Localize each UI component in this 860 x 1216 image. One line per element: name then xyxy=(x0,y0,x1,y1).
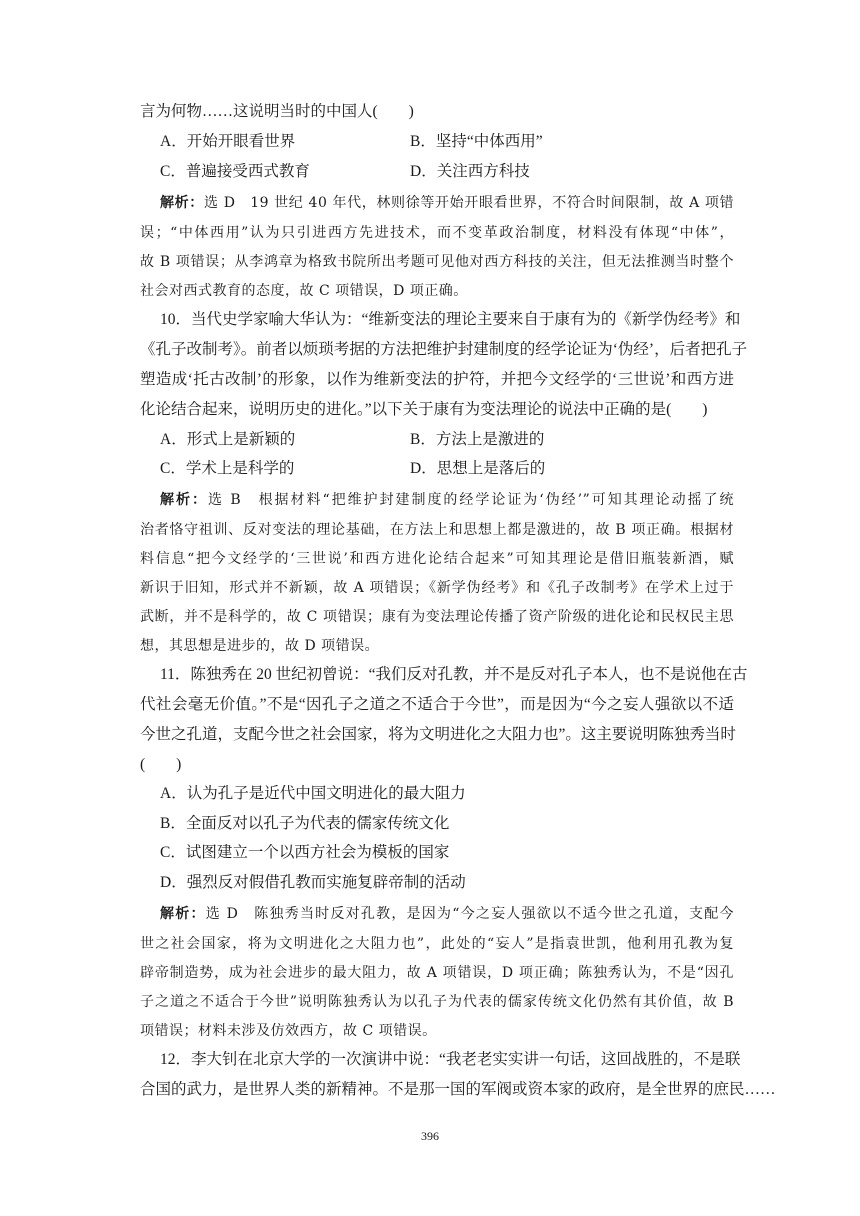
option-b: B．方法上是激进的 xyxy=(410,431,545,448)
analysis-line: 误；“中体西用”认为只引进西方先进技术，而不变革政治制度，材料没有体现“中体”， xyxy=(140,225,734,241)
question-11-line: ( ) xyxy=(140,756,182,773)
analysis-line: 治者恪守祖训、反对变法的理论基础，在方法上和思想上都是激进的，故 B 项正确。根据材 xyxy=(140,522,734,538)
analysis-line: 解析：选 D 陈独秀当时反对孔教，是因为“今之妄人强欲以不适今世之孔道，支配今 xyxy=(160,906,734,922)
analysis-label: 解析： xyxy=(160,492,208,508)
option-d: D．关注西方科技 xyxy=(410,163,530,180)
analysis-line: 新识于旧知，形式并不新颖，故 A 项错误；《新学伪经考》和《孔子改制考》在学术上过于 xyxy=(140,580,734,596)
page-number: 396 xyxy=(421,1129,439,1143)
question-11-line: 11．陈独秀在 20 世纪初曾说：“我们反对孔教，并不是反对孔子本人，也不是说他在古 xyxy=(160,666,748,683)
analysis-line: 世之社会国家，将为文明进化之大阻力也”，此处的“妄人”是指袁世凯，他利用孔教为复 xyxy=(140,936,734,952)
question-10-line: 《孔子改制考》。前者以烦琐考据的方法把维护封建制度的经学论证为‘伪经’，后者把孔子 xyxy=(140,341,748,358)
question-12-line: 12．李大钊在北京大学的一次演讲中说：“我老老实实讲一句话，这回战胜的，不是联 xyxy=(160,1051,741,1068)
option-a: A．开始开眼看世界 xyxy=(160,133,296,150)
question-9-tail: 言为何物……这说明当时的中国人( ) xyxy=(140,103,414,120)
analysis-line: 故 B 项错误；从李鸿章为格致书院所出考题可见他对西方科技的关注，但无法推测当时整个 xyxy=(140,254,734,270)
option-b: B．全面反对以孔子为代表的儒家传统文化 xyxy=(160,815,450,832)
option-a: A．认为孔子是近代中国文明进化的最大阻力 xyxy=(160,785,466,802)
analysis-line: 料信息“把今文经学的‘三世说’和西方进化论结合起来”可知其理论是借旧瓶装新酒，赋 xyxy=(140,551,734,567)
option-c: C．试图建立一个以西方社会为模板的国家 xyxy=(160,844,450,861)
analysis-line: 项错误；材料未涉及仿效西方，故 C 项错误。 xyxy=(140,1023,437,1039)
question-10-line: 10．当代史学家喻大华认为：“维新变法的理论主要来自于康有为的《新学伪经考》和 xyxy=(160,311,741,328)
option-c: C．普遍接受西式教育 xyxy=(160,163,310,180)
question-10-line: 塑造成‘托古改制’的形象，以作为维新变法的护符，并把今文经学的‘三世说’和西方进 xyxy=(140,371,734,388)
question-12-line: 合国的武力，是世界人类的新精神。不是那一国的军阀或资本家的政府，是全世界的庶民…… xyxy=(140,1081,776,1098)
analysis-line: 社会对西式教育的态度，故 C 项错误，D 项正确。 xyxy=(140,283,468,299)
analysis-line: 武断，并不是科学的，故 C 项错误；康有为变法理论传播了资产阶级的进化论和民权民主思 xyxy=(140,609,734,625)
analysis-label: 解析： xyxy=(160,906,206,922)
analysis-line: 解析：选 D 19 世纪 40 年代，林则徐等开始开眼看世界，不符合时间限制，故 A 项错 xyxy=(160,195,734,211)
option-d: D．思想上是落后的 xyxy=(410,460,546,477)
question-11-line: 今世之孔道，支配今世之社会国家，将为文明进化之大阻力也”。这主要说明陈独秀当时 xyxy=(140,726,736,743)
option-c: C．学术上是科学的 xyxy=(160,460,295,477)
analysis-line: 解析：选 B 根据材料“把维护封建制度的经学论证为‘伪经’”可知其理论动摇了统 xyxy=(160,492,735,508)
question-11-line: 代社会毫无价值。”不是“因孔子之道之不适合于今世”，而是因为“今之妄人强欲以不适 xyxy=(140,696,734,713)
analysis-line: 想，其思想是进步的，故 D 项错误。 xyxy=(140,638,380,654)
analysis-label: 解析： xyxy=(160,195,204,211)
question-10-line: 化论结合起来，说明历史的进化。”以下关于康有为变法理论的说法中正确的是( ) xyxy=(140,401,708,418)
option-b: B．坚持“中体西用” xyxy=(410,133,543,150)
option-d: D．强烈反对假借孔教而实施复辟帝制的活动 xyxy=(160,874,466,891)
option-a: A．形式上是新颖的 xyxy=(160,431,296,448)
analysis-line: 辟帝制造势，成为社会进步的最大阻力，故 A 项错误，D 项正确；陈独秀认为，不是“因孔 xyxy=(140,965,734,981)
analysis-line: 子之道之不适合于今世”说明陈独秀认为以孔子为代表的儒家传统文化仍然有其价值，故 B xyxy=(140,994,734,1010)
